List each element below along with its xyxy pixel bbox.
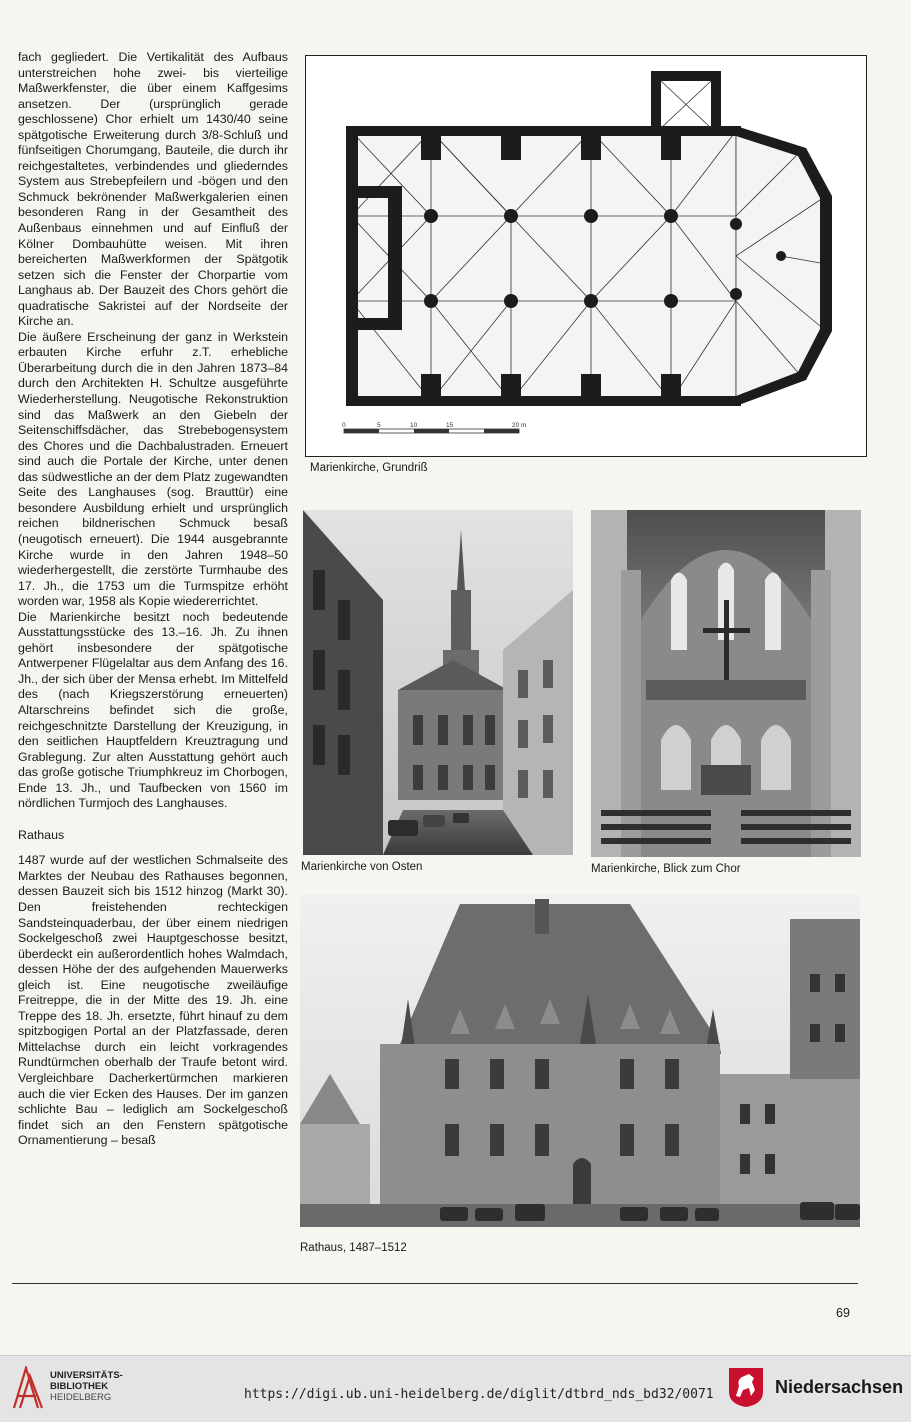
caption-marienkirche-choir: Marienkirche, Blick zum Chor (591, 863, 741, 875)
photo-marienkirche-choir (591, 510, 861, 857)
scale-bar (344, 429, 519, 433)
photo-marienkirche-east (303, 510, 573, 855)
niedersachsen-horse-icon (727, 1366, 765, 1408)
footer-bar (0, 1355, 911, 1422)
paragraph-marienkirche-facade: fach gegliedert. Die Vertikalität des Aufbaus unterstreichen hohe zwei- bis vierteilige Maßwerkfenster, die über einem Kaffgesims ansetzen. Der (ursprünglich gerade geschlossene) Chor erhielt um 1430/40 seine spätgotische Erweiterung durch 3/8-Schluß und fünfseitigen Chorumgang, Bauteile, die durch ihr reichgestaltetes, verbindendes und gliederndes System aus Strebepfeilern und -bögen und den Schmuck bekrönender Maßwerkgalerien einen besonderen Rang in der Gesamtheit des Außenbaus einnehmen und auf Einfluß der Kölner Dombauhütte weisen. Mit ihren bereicherten Maßwerkformen der Spätgotik setzen sich die Fenster der Chorpartie vom Langhaus ab. Der Bauzeit des Chors gehört die quadratische Sakristei auf der Nordseite der Kirche an. (18, 50, 288, 329)
caption-rathaus: Rathaus, 1487–1512 (300, 1242, 407, 1254)
library-name-line-2: BIBLIOTHEK (50, 1381, 109, 1392)
figure-floor-plan (305, 55, 867, 457)
paragraph-restoration: Die äußere Erscheinung der ganz in Werkstein erbauten Kirche erfuhr z.T. erhebliche Überarbeitung durch die in den Jahren 1873–84 durch den Architekten H. Schultze ausgeführte Wiederherstellung. Neugotische Rekonstruktion sind das Maßwerk an den Giebeln der Seitenschiffsdächer, das Strebebogensystem des Chores und die Dachbalustraden. Erneuert sind auch die Portale der Kirche, unter denen das südwestliche an der dem Platz zugewandten Seite des Langhauses (sog. Brauttür) eine besondere Ausbildung erhielt und ursprünglich reichen bildnerischen Schmuck besaß (neugotisch erneuert). Die 1944 ausgebrannte Kirche wurde in den Jahren 1948–50 wiederhergestellt, die zerstörte Turmhaube des 17. Jh., die 1753 um die Turmspitze erhöht worden war, 1958 als Kopie wiedererrichtet. (18, 329, 288, 609)
library-name-line-3: HEIDELBERG (50, 1392, 112, 1403)
photo-rathaus (300, 894, 860, 1227)
scale-label: 15 (446, 422, 454, 429)
paragraph-rathaus: 1487 wurde auf der westlichen Schmalseite des Marktes der Neubau des Rathauses begonnen, dessen Bauzeit sich bis 1512 hinzog (Markt 30). Den freistehenden rechteckigen Sandsteinquaderbau, der über einem niedrigen Sockelgeschoß zwei Hauptgeschosse besitzt, überdeckt ein außerordentlich hohes Walmdach, dessen Höhe der des aufgehenden Mauerwerks gleich ist. Eine neugotische zweiläufige Freitreppe, die in der Mitte des 19. Jh. eine Treppe des 18. Jh. ersetzte, führt hinauf zu dem spitzbogigen Portal an der Platzfassade, deren Mittelachse durch ein leicht vorkragendes Rundtürmchen oberhalb der Traufe betont wird. Vergleichbare Dacherkertürmchen markieren auch die vier Ecken des Hauses. Der im ganzen schlichte Bau – lediglich am Sockelgeschoß findet sich an den Fenstern spätgotische Ornamentierung – besaß (18, 853, 288, 1148)
paragraph-furnishings: Die Marienkirche besitzt noch bedeutende Ausstattungsstücke des 13.–16. Jh. Zu ihnen gehört insbesondere der spätgotische Antwerpener Flügelaltar aus dem Anfang des 16. Jh., der sich über der Mensa erhebt. Im Mittelfeld des (nach Kriegszerstörung erneuerten) Altarschreins befindet sich die große, reichgeschnitzte Darstellung der Kreuzigung, in den seitlichen Hauptfeldern Kreuztragung und Grablegung. Zur alten Ausstattung gehört auch das große gotische Triumphkreuz im Chorbogen, Ende 13. Jh., und Taufbecken von 1560 im nördlichen Turmjoch des Langhauses. (18, 609, 288, 811)
caption-marienkirche-east: Marienkirche von Osten (301, 861, 423, 873)
page-number: 69 (836, 1306, 850, 1320)
scale-label: 20 m (512, 422, 527, 429)
section-heading-rathaus: Rathaus (18, 827, 65, 842)
partner-name: Niedersachsen (775, 1377, 904, 1397)
scale-label: 5 (377, 422, 381, 429)
caption-floor-plan: Marienkirche, Grundriß (310, 462, 428, 474)
scale-label: 0 (342, 422, 346, 429)
bottom-rule (12, 1283, 858, 1284)
floor-plan-drawing (306, 56, 866, 456)
body-text-column (18, 50, 288, 1149)
scale-label: 10 (410, 422, 418, 429)
university-library-logo-icon (12, 1366, 46, 1410)
document-url[interactable]: https://digi.ub.uni-heidelberg.de/diglit/dtbrd_nds_bd32/0071 (244, 1387, 714, 1402)
library-name-line-1: UNIVERSITÄTS- (50, 1370, 123, 1381)
library-name (50, 1370, 140, 1403)
